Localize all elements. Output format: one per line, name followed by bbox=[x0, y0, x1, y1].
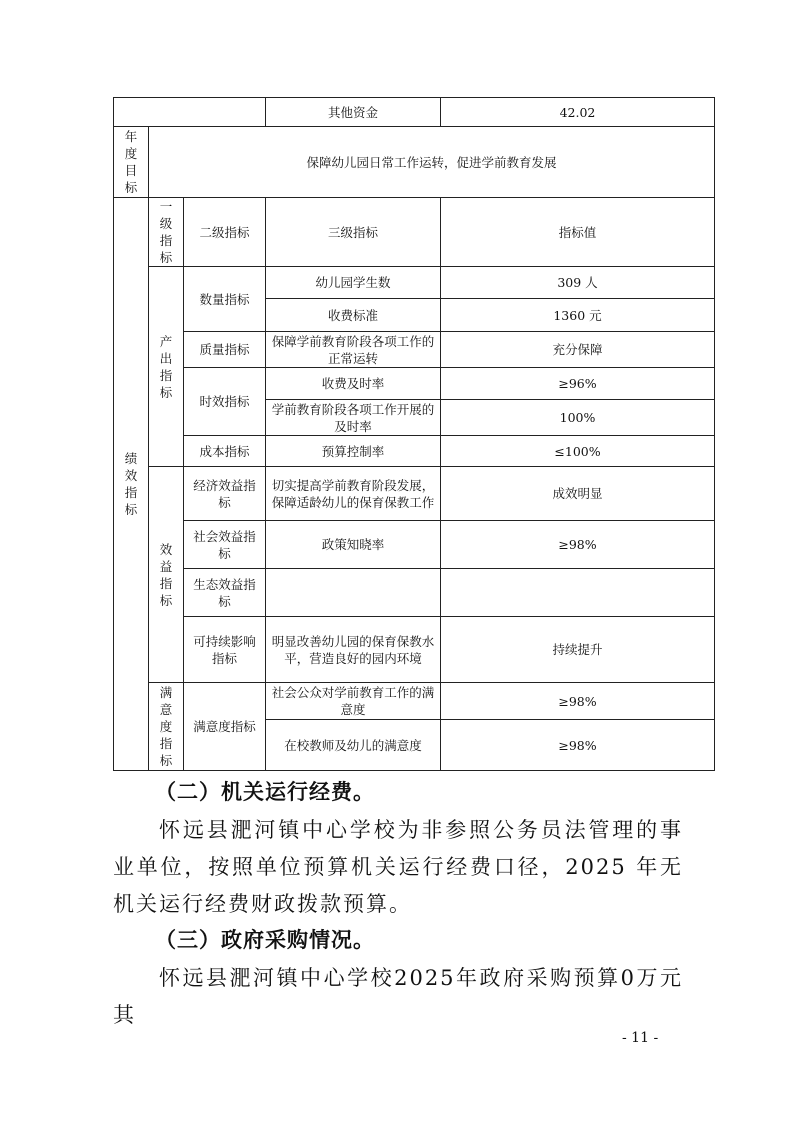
l2-cell: 成本指标 bbox=[184, 436, 266, 467]
empty-cell bbox=[114, 98, 266, 127]
table-row bbox=[114, 521, 715, 569]
l2-cell: 数量指标 bbox=[184, 267, 266, 332]
table-row bbox=[114, 436, 715, 467]
section2-heading: （二）机关运行经费。 bbox=[155, 780, 375, 804]
value-cell: ≥98% bbox=[441, 720, 715, 771]
l3-cell: 幼儿园学生数 bbox=[266, 267, 441, 299]
l2-cell: 经济效益指标 bbox=[184, 467, 266, 521]
l2-cell: 满意度指标 bbox=[184, 683, 266, 771]
goal-text: 保障幼儿园日常工作运转，促进学前教育发展 bbox=[149, 127, 715, 198]
funds-value: 42.02 bbox=[441, 98, 715, 127]
level2-header: 二级指标 bbox=[184, 198, 266, 267]
table-row bbox=[114, 569, 715, 617]
l3-cell: 收费标准 bbox=[266, 299, 441, 332]
section3-body: 怀远县淝河镇中心学校2025年政府采购预算0万元其 bbox=[113, 966, 683, 1027]
l2-cell: 生态效益指标 bbox=[184, 569, 266, 617]
table-row bbox=[114, 332, 715, 368]
goal-label: 年度目标 bbox=[114, 127, 149, 198]
level1-header: 一级指标 bbox=[149, 198, 184, 267]
value-cell: 充分保障 bbox=[441, 332, 715, 368]
value-cell: ≥96% bbox=[441, 368, 715, 400]
value-cell: ≥98% bbox=[441, 521, 715, 569]
l3-cell: 切实提高学前教育阶段发展，保障适龄幼儿的保育保教工作 bbox=[266, 467, 441, 521]
l3-cell: 在校教师及幼儿的满意度 bbox=[266, 720, 441, 771]
perf-label: 绩效指标 bbox=[114, 198, 149, 771]
value-cell: ≥98% bbox=[441, 683, 715, 720]
table-row bbox=[114, 127, 715, 198]
table-header-row bbox=[114, 198, 715, 267]
l3-cell: 保障学前教育阶段各项工作的正常运转 bbox=[266, 332, 441, 368]
value-cell: 309 人 bbox=[441, 267, 715, 299]
l2-cell: 可持续影响指标 bbox=[184, 617, 266, 683]
l3-cell: 社会公众对学前教育工作的满意度 bbox=[266, 683, 441, 720]
l3-cell: 收费及时率 bbox=[266, 368, 441, 400]
l3-cell: 明显改善幼儿园的保育保教水平，营造良好的园内环境 bbox=[266, 617, 441, 683]
l2-cell: 社会效益指标 bbox=[184, 521, 266, 569]
table-row bbox=[114, 467, 715, 521]
page-number: - 11 - bbox=[622, 1030, 659, 1046]
value-cell: ≤100% bbox=[441, 436, 715, 467]
table-row bbox=[114, 98, 715, 127]
table-row bbox=[114, 267, 715, 299]
benefit-label: 效益指标 bbox=[149, 467, 184, 683]
section3-heading: （三）政府采购情况。 bbox=[155, 928, 375, 952]
table-row bbox=[114, 683, 715, 720]
level3-header: 三级指标 bbox=[266, 198, 441, 267]
l3-cell: 政策知晓率 bbox=[266, 521, 441, 569]
table-row bbox=[114, 617, 715, 683]
l2-cell: 质量指标 bbox=[184, 332, 266, 368]
value-cell bbox=[441, 569, 715, 617]
value-cell: 100% bbox=[441, 400, 715, 436]
value-cell: 成效明显 bbox=[441, 467, 715, 521]
output-label: 产出指标 bbox=[149, 267, 184, 467]
l2-cell: 时效指标 bbox=[184, 368, 266, 436]
value-cell: 1360 元 bbox=[441, 299, 715, 332]
l3-cell: 学前教育阶段各项工作开展的及时率 bbox=[266, 400, 441, 436]
l3-cell: 预算控制率 bbox=[266, 436, 441, 467]
section2-body: 怀远县淝河镇中心学校为非参照公务员法管理的事业单位，按照单位预算机关运行经费口径，2025 年无机关运行经费财政拨款预算。 bbox=[113, 818, 683, 916]
funds-label: 其他资金 bbox=[266, 98, 441, 127]
performance-table bbox=[113, 97, 715, 771]
satisfaction-label: 满意度指标 bbox=[149, 683, 184, 771]
value-cell: 持续提升 bbox=[441, 617, 715, 683]
table-row bbox=[114, 368, 715, 400]
l3-cell bbox=[266, 569, 441, 617]
value-header: 指标值 bbox=[441, 198, 715, 267]
